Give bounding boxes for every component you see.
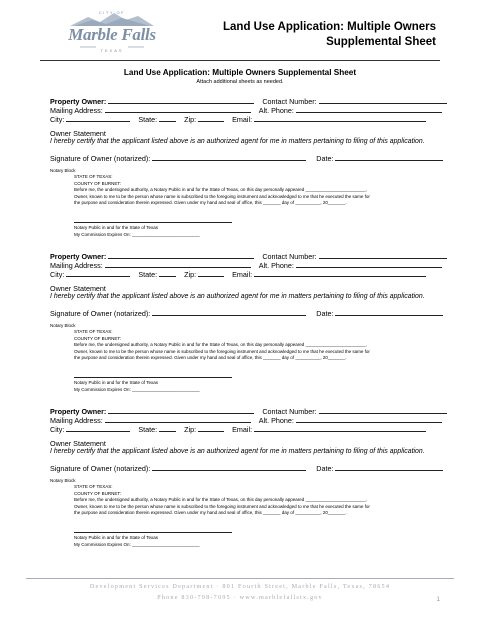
alt-phone-field[interactable] [296, 416, 442, 423]
email-label: Email: [232, 115, 253, 124]
property-owner-field[interactable] [108, 97, 254, 104]
owner-section [50, 407, 438, 585]
property-owner-label: Property Owner: [50, 407, 107, 416]
notary-county: COUNTY OF BURNET: [74, 180, 121, 186]
owner-statement-heading: Owner Statement [50, 439, 106, 448]
contact-number-label: Contact Number: [262, 97, 317, 106]
alt-phone-label: Alt. Phone: [258, 416, 294, 425]
signature-field[interactable] [152, 154, 306, 161]
city-field[interactable] [66, 115, 130, 122]
header-title-line1: Land Use Application: Multiple Owners [223, 21, 436, 33]
notary-text [74, 329, 370, 362]
date-field[interactable] [335, 464, 443, 471]
zip-field[interactable] [198, 115, 224, 122]
logo-city-of: CITY OF [98, 10, 126, 15]
mailing-address-label: Mailing Address: [50, 416, 103, 425]
contact-number-label: Contact Number: [262, 407, 317, 416]
email-field[interactable] [254, 425, 426, 432]
date-field[interactable] [335, 309, 443, 316]
signature-row [50, 464, 443, 473]
date-label: Date: [316, 464, 334, 473]
city-row [50, 425, 426, 434]
page-number: 1 [436, 596, 440, 603]
property-owner-row [50, 97, 447, 106]
property-owner-field[interactable] [108, 407, 254, 414]
city-logo [66, 8, 158, 58]
notary-public-label: Notary Public in and for the State of Texas [74, 380, 158, 385]
owner-section [50, 252, 438, 430]
city-field[interactable] [66, 270, 130, 277]
signature-field[interactable] [152, 464, 306, 471]
notary-county: COUNTY OF BURNET: [74, 335, 121, 341]
notary-line-1: Before me, the undersigned authority, a Notary Public in and for the State of Texas, on this day personally appeared ________________________, [74, 497, 367, 503]
notary-block-label: Notary Block [50, 323, 76, 328]
logo-state: TEXAS [100, 48, 124, 53]
footer-divider [26, 578, 454, 579]
signature-row [50, 154, 443, 163]
notary-footer [74, 225, 200, 238]
date-label: Date: [316, 309, 334, 318]
property-owner-label: Property Owner: [50, 97, 107, 106]
notary-line-2: Owner, known to me to be the person whose name is subscribed to the foregoing instrument and acknowledged to me that he executed the same for [74, 503, 370, 509]
header-title-line2: Supplemental Sheet [326, 36, 436, 48]
footer-address: Development Services Department · 801 Fourth Street, Marble Falls, Texas, 78654 [89, 583, 391, 590]
signature-label: Signature of Owner (notarized): [50, 309, 151, 318]
property-owner-field[interactable] [108, 252, 254, 259]
header-title [196, 20, 436, 50]
footer-contact: Phone 830-798-7095 · www.marblefallstx.gov [157, 594, 323, 601]
notary-signature-line[interactable] [74, 222, 232, 223]
notary-footer [74, 535, 200, 548]
city-label: City: [50, 270, 65, 279]
city-label: City: [50, 425, 65, 434]
zip-label: Zip: [184, 270, 197, 279]
notary-state: STATE OF TEXAS: [74, 329, 113, 334]
zip-field[interactable] [198, 270, 224, 277]
alt-phone-label: Alt. Phone: [258, 261, 294, 270]
contact-number-field[interactable] [319, 252, 447, 259]
header-divider [40, 60, 440, 61]
zip-label: Zip: [184, 425, 197, 434]
form-title: Land Use Application: Multiple Owners Supplemental Sheet [123, 68, 357, 77]
zip-field[interactable] [198, 425, 224, 432]
notary-line-1: Before me, the undersigned authority, a Notary Public in and for the State of Texas, on this day personally appeared ________________________, [74, 187, 367, 193]
owner-certify-text: I hereby certify that the applicant listed above is an authorized agent for me in matters pertaining to filing of this application. [50, 293, 425, 300]
state-label: State: [138, 425, 158, 434]
mailing-address-row [50, 261, 442, 270]
state-label: State: [138, 270, 158, 279]
state-field[interactable] [159, 425, 176, 432]
state-field[interactable] [159, 115, 176, 122]
commission-expires: My Commission Expires On: ___________________________ [74, 231, 200, 237]
owner-statement-heading: Owner Statement [50, 284, 106, 293]
owner-certify-text: I hereby certify that the applicant listed above is an authorized agent for me in matters pertaining to filing of this application. [50, 138, 425, 145]
contact-number-label: Contact Number: [262, 252, 317, 261]
property-owner-label: Property Owner: [50, 252, 107, 261]
zip-label: Zip: [184, 115, 197, 124]
mailing-address-field[interactable] [105, 106, 251, 113]
notary-line-3: the purpose and consideration therein expressed. Given under my hand and seal of office, this _______ day of __________, 20_______. [74, 200, 347, 206]
commission-expires: My Commission Expires On: ___________________________ [74, 541, 200, 547]
notary-state: STATE OF TEXAS: [74, 484, 113, 489]
city-row [50, 270, 426, 279]
state-field[interactable] [159, 270, 176, 277]
contact-number-field[interactable] [319, 97, 447, 104]
property-owner-row [50, 407, 447, 416]
alt-phone-field[interactable] [296, 261, 442, 268]
city-row [50, 115, 426, 124]
form-subtitle: Attach additional sheets as needed. [196, 79, 284, 85]
notary-line-1: Before me, the undersigned authority, a Notary Public in and for the State of Texas, on this day personally appeared ________________________, [74, 342, 367, 348]
email-label: Email: [232, 425, 253, 434]
date-label: Date: [316, 154, 334, 163]
email-field[interactable] [254, 115, 426, 122]
logo-name: Marble Falls [68, 25, 156, 44]
city-field[interactable] [66, 425, 130, 432]
mailing-address-field[interactable] [105, 261, 251, 268]
notary-county: COUNTY OF BURNET: [74, 490, 121, 496]
alt-phone-label: Alt. Phone: [258, 106, 294, 115]
date-field[interactable] [335, 154, 443, 161]
notary-text [74, 174, 370, 207]
owner-section [50, 97, 438, 275]
mailing-address-label: Mailing Address: [50, 261, 103, 270]
signature-label: Signature of Owner (notarized): [50, 464, 151, 473]
notary-line-3: the purpose and consideration therein expressed. Given under my hand and seal of office, this _______ day of __________, 20_______. [74, 510, 347, 516]
mailing-address-field[interactable] [105, 416, 251, 423]
notary-line-3: the purpose and consideration therein expressed. Given under my hand and seal of office, this _______ day of __________, 20_______. [74, 355, 347, 361]
notary-block-label: Notary Block [50, 168, 76, 173]
owner-certify-text: I hereby certify that the applicant listed above is an authorized agent for me in matters pertaining to filing of this application. [50, 448, 425, 455]
notary-public-label: Notary Public in and for the State of Texas [74, 535, 158, 540]
notary-footer [74, 380, 200, 393]
signature-field[interactable] [152, 309, 306, 316]
contact-number-field[interactable] [319, 407, 447, 414]
notary-public-label: Notary Public in and for the State of Texas [74, 225, 158, 230]
notary-line-2: Owner, known to me to be the person whose name is subscribed to the foregoing instrument and acknowledged to me that he executed the same for [74, 348, 370, 354]
property-owner-row [50, 252, 447, 261]
signature-label: Signature of Owner (notarized): [50, 154, 151, 163]
alt-phone-field[interactable] [296, 106, 442, 113]
notary-line-2: Owner, known to me to be the person whose name is subscribed to the foregoing instrument and acknowledged to me that he executed the same for [74, 193, 370, 199]
notary-block-label: Notary Block [50, 478, 76, 483]
notary-state: STATE OF TEXAS: [74, 174, 113, 179]
city-label: City: [50, 115, 65, 124]
mailing-address-label: Mailing Address: [50, 106, 103, 115]
email-label: Email: [232, 270, 253, 279]
mailing-address-row [50, 416, 442, 425]
email-field[interactable] [254, 270, 426, 277]
mailing-address-row [50, 106, 442, 115]
notary-signature-line[interactable] [74, 377, 232, 378]
owner-statement-heading: Owner Statement [50, 129, 106, 138]
state-label: State: [138, 115, 158, 124]
commission-expires: My Commission Expires On: ___________________________ [74, 386, 200, 392]
notary-signature-line[interactable] [74, 532, 232, 533]
signature-row [50, 309, 443, 318]
notary-text [74, 484, 370, 517]
